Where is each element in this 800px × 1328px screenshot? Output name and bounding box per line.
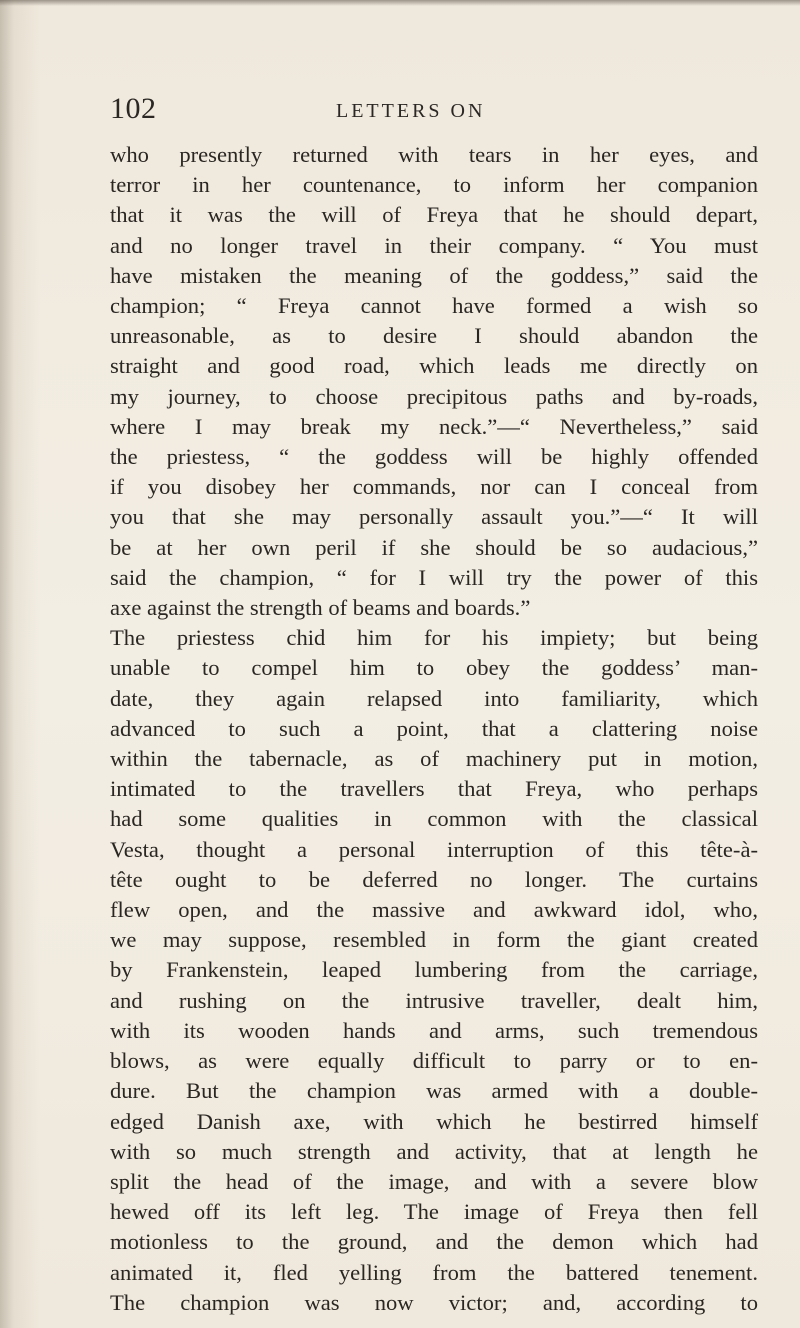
text-line: axe against the strength of beams and boards.” [110,595,531,621]
text-line: hewed off its left leg. The image of Freya then fell [110,1199,758,1225]
text-line: have mistaken the meaning of the goddess,” said the [110,262,758,288]
text-line: split the head of the image, and with a severe blow [110,1168,758,1194]
text-line: straight and good road, which leads me directly on [110,353,758,379]
text-line: tête ought to be deferred no longer. The curtains [110,866,758,892]
text-line: with so much strength and activity, that at length he [110,1138,758,1164]
text-line: my journey, to choose precipitous paths and by-roads, [110,383,758,409]
text-line: unable to compel him to obey the goddess’ man- [110,655,758,681]
text-line: the priestess, “ the goddess will be highly offended [110,444,758,470]
body-text [110,140,758,1318]
text-line: be at her own peril if she should be so audacious,” [110,534,758,560]
text-line: motionless to the ground, and the demon which had [110,1229,758,1255]
text-line: The champion was now victor; and, according to [110,1289,758,1315]
text-line: where I may break my neck.”—“ Nevertheless,” said [110,413,758,439]
text-line: said the champion, “ for I will try the power of this [110,564,758,590]
text-line: we may suppose, resembled in form the giant created [110,927,758,953]
text-line: intimated to the travellers that Freya, who perhaps [110,776,758,802]
text-line: unreasonable, as to desire I should abandon the [110,323,758,349]
text-line: if you disobey her commands, nor can I conceal from [110,474,758,500]
text-line: edged Danish axe, with which he bestirred himself [110,1108,758,1134]
text-line: who presently returned with tears in her eyes, and [110,142,758,167]
text-line: The priestess chid him for his impiety; but being [110,625,758,651]
text-line: by Frankenstein, leaped lumbering from the carriage, [110,957,758,983]
text-line: with its wooden hands and arms, such tremendous [110,1017,758,1043]
text-line: advanced to such a point, that a clattering noise [110,715,758,741]
text-line: and no longer travel in their company. “ You must [110,232,758,258]
text-line: animated it, fled yelling from the battered tenement. [110,1259,758,1285]
text-line: dure. But the champion was armed with a double- [110,1078,758,1104]
page-number: 102 [110,92,157,125]
text-line: that it was the will of Freya that he should depart, [110,202,758,228]
text-line: Vesta, thought a personal interruption of this tête-à- [110,836,758,862]
text-line: champion; “ Freya cannot have formed a wish so [110,293,758,319]
text-line: and rushing on the intrusive traveller, dealt him, [110,987,758,1013]
text-line: blows, as were equally difficult to parry or to en- [110,1048,758,1074]
text-line: had some qualities in common with the classical [110,806,758,832]
text-line: flew open, and the massive and awkward idol, who, [110,897,758,923]
text-line: within the tabernacle, as of machinery put in motion, [110,746,758,772]
page-top-edge [0,0,800,6]
text-line: you that she may personally assault you.”—“ It will [110,504,758,530]
text-line: terror in her countenance, to inform her companion [110,172,758,198]
running-title: LETTERS ON [336,100,486,122]
text-line: date, they again relapsed into familiarity, which [110,685,758,711]
running-head [110,92,750,132]
